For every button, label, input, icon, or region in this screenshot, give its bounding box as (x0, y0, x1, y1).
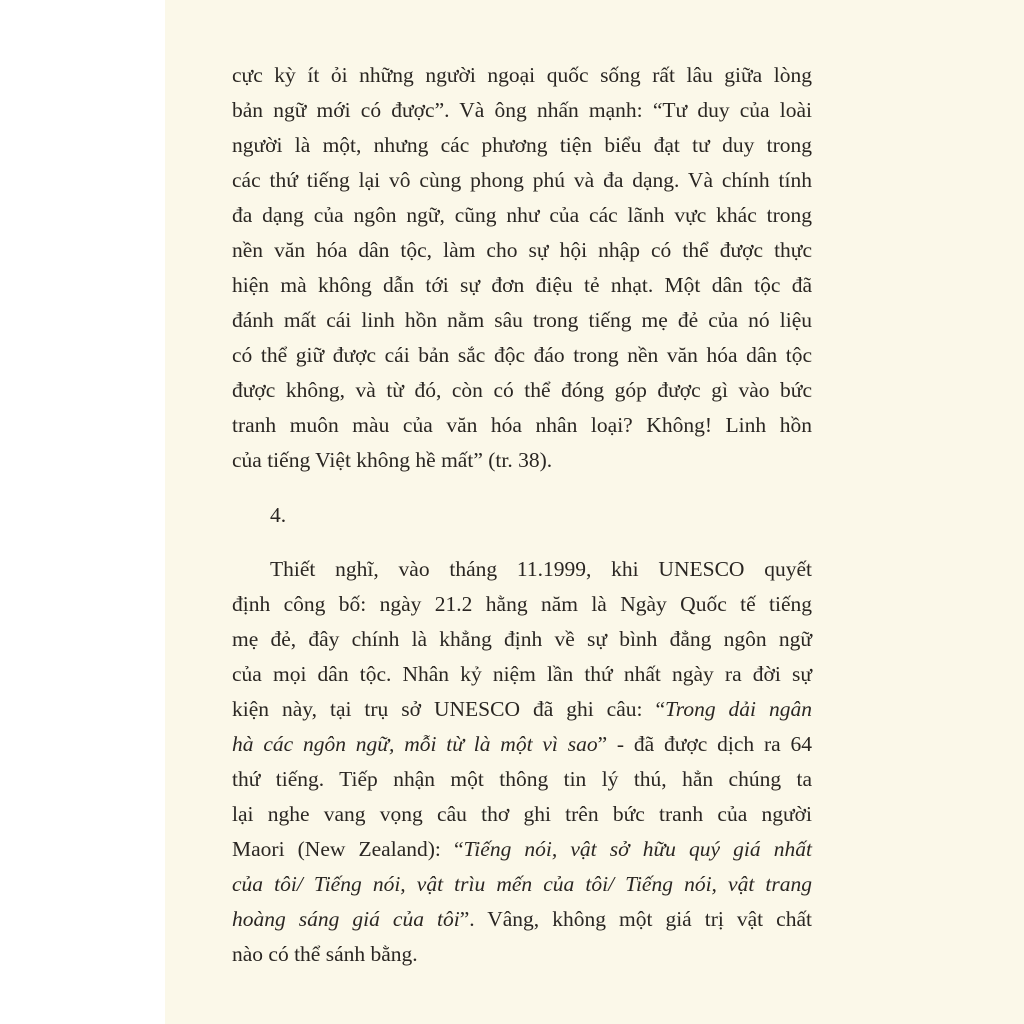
text-line (232, 692, 812, 727)
quote-italic: Trong dải ngân (664, 697, 812, 721)
page-text (232, 58, 812, 972)
text-line: hiện mà không dẫn tới sự đơn điệu tẻ nhạt. Một dân tộc đã (232, 273, 812, 297)
quote-italic: hà các ngôn ngữ, mỗi từ là một vì sao (232, 732, 598, 756)
text-line: mẹ đẻ, đây chính là khẳng định về sự bình đẳng ngôn ngữ (232, 627, 812, 651)
text-line: có thể giữ được cái bản sắc độc đáo trong nền văn hóa dân tộc (232, 343, 812, 367)
text-run: ” - đã được dịch ra 64 (597, 732, 812, 756)
paragraph-2 (232, 552, 812, 972)
text-line (232, 902, 812, 937)
text-line: đánh mất cái linh hồn nằm sâu trong tiếng mẹ đẻ của nó liệu (232, 308, 812, 332)
text-line: cực kỳ ít ỏi những người ngoại quốc sống rất lâu giữa lòng (232, 63, 812, 87)
text-line: Thiết nghĩ, vào tháng 11.1999, khi UNESCO quyết (270, 557, 812, 581)
text-run: kiện này, tại trụ sở UNESCO đã ghi câu: “ (232, 697, 665, 721)
text-line: được không, và từ đó, còn có thể đóng góp được gì vào bức (232, 378, 812, 402)
text-line (232, 832, 812, 867)
text-line (232, 867, 812, 902)
text-line: tranh muôn màu của văn hóa nhân loại? Không! Linh hồn (232, 413, 812, 437)
text-line: định công bố: ngày 21.2 hằng năm là Ngày Quốc tế tiếng (232, 592, 812, 616)
text-line (232, 727, 812, 762)
spacer (232, 533, 812, 552)
paragraph-1 (232, 58, 812, 478)
text-line: các thứ tiếng lại vô cùng phong phú và đa dạng. Và chính tính (232, 168, 812, 192)
quote-italic: của tôi/ Tiếng nói, vật trìu mến của tôi/ Tiếng nói, vật trang (232, 872, 812, 896)
text-line: nền văn hóa dân tộc, làm cho sự hội nhập có thể được thực (232, 238, 812, 262)
spacer (232, 478, 812, 498)
text-line: của tiếng Việt không hề mất” (tr. 38). (232, 448, 553, 472)
text-run: Maori (New Zealand): “ (232, 837, 464, 861)
quote-italic: hoàng sáng giá của tôi (232, 907, 460, 931)
text-line: nào có thể sánh bằng. (232, 942, 418, 966)
section-number: 4. (270, 503, 287, 527)
text-line: thứ tiếng. Tiếp nhận một thông tin lý thú, hẳn chúng ta (232, 767, 812, 791)
text-line: của mọi dân tộc. Nhân kỷ niệm lần thứ nhất ngày ra đời sự (232, 662, 812, 686)
quote-italic: Tiếng nói, vật sở hữu quý giá nhất (463, 837, 812, 861)
text-run: ”. Vâng, không một giá trị vật chất (459, 907, 812, 931)
text-line: lại nghe vang vọng câu thơ ghi trên bức tranh của người (232, 802, 812, 826)
text-line: đa dạng của ngôn ngữ, cũng như của các lãnh vực khác trong (232, 203, 812, 227)
text-line: bản ngữ mới có được”. Và ông nhấn mạnh: “Tư duy của loài (232, 98, 812, 122)
text-line: người là một, nhưng các phương tiện biểu đạt tư duy trong (232, 133, 812, 157)
